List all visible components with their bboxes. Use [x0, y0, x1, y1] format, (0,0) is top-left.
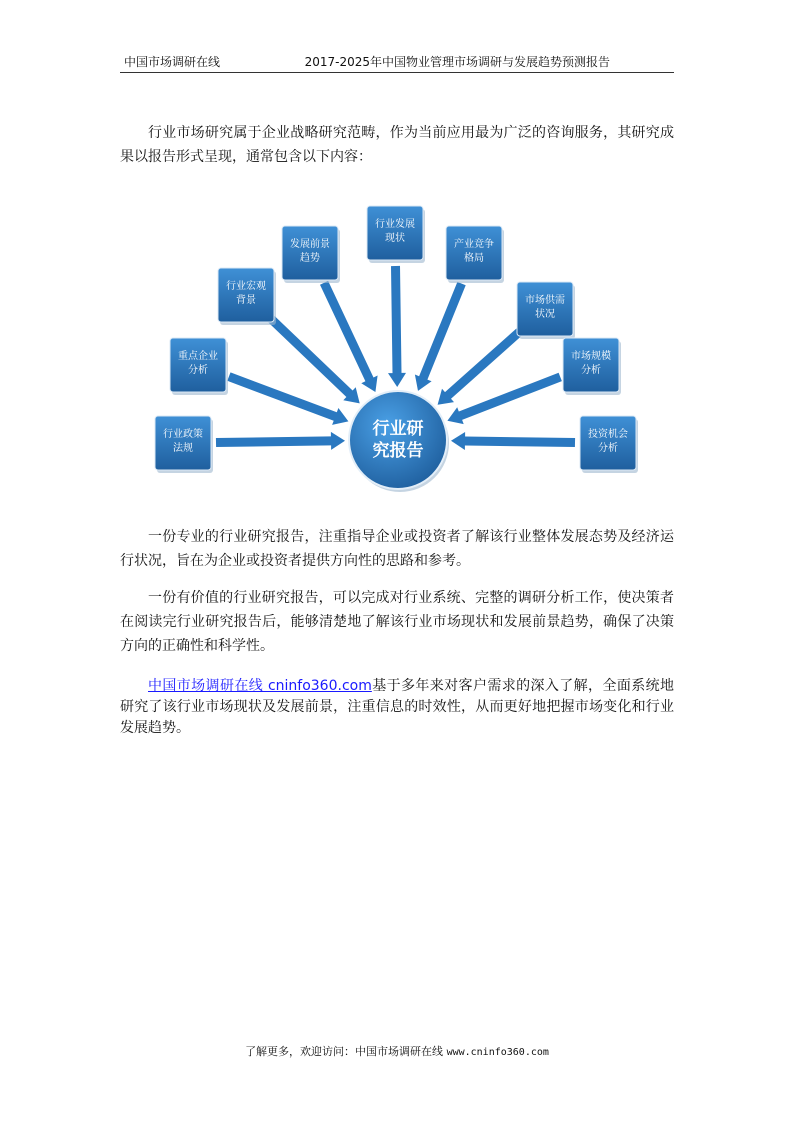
- diagram-node-label: 发展前景: [290, 239, 330, 250]
- cninfo-paragraph-text: 基于多年来对客户需求的深入了解，全面系统地研究了该行业市场现状及发展前景，注重信息的时效性，从而更好地把握市场变化和行业发展趋势。: [120, 678, 674, 736]
- diagram-node-label: 分析: [581, 365, 601, 376]
- diagram-node-label: 行业发展: [375, 219, 415, 230]
- diagram-node-label: 分析: [188, 365, 208, 376]
- footer-prefix: 了解更多，欢迎访问：中国市场调研在线: [245, 1045, 447, 1058]
- diagram-center-label: 究报告: [372, 441, 424, 461]
- diagram-center-label: 行业研: [372, 419, 424, 439]
- page-footer: [0, 1043, 794, 1059]
- diagram-node-label: 行业政策: [163, 429, 203, 440]
- diagram-canvas: [150, 204, 648, 504]
- diagram-node-label: 格局: [464, 253, 484, 264]
- page-header: [120, 52, 674, 73]
- header-report-title: 2017-2025年中国物业管理市场调研与发展趋势预测报告: [304, 55, 610, 69]
- diagram-node-label: 投资机会: [588, 429, 628, 440]
- diagram-arrow: [415, 282, 466, 391]
- diagram-arrow: [216, 432, 345, 450]
- intro-paragraph: 行业市场研究属于企业战略研究范畴，作为当前应用最为广泛的咨询服务，其研究成果以报告形式呈现，通常包含以下内容：: [120, 125, 674, 165]
- diagram-center-circle: [349, 391, 447, 489]
- diagram-node-label: 市场供需: [525, 295, 565, 306]
- paragraph-valuable-report: 一份有价值的行业研究报告，可以完成对行业系统、完整的调研分析工作，使决策者在阅读完行业研究报告后，能够清楚地了解该行业市场现状和发展前景趋势，确保了决策方向的正确性和科学性。: [120, 590, 674, 654]
- paragraph-professional-report: 一份专业的行业研究报告，注重指导企业或投资者了解该行业整体发展态势及经济运行状况，旨在为企业或投资者提供方向性的思路和参考。: [120, 529, 674, 569]
- paragraph-cninfo: [120, 676, 674, 739]
- diagram-node-label: 背景: [236, 295, 256, 306]
- diagram-node-label: 市场规模: [571, 351, 611, 362]
- cninfo-link[interactable]: 中国市场调研在线 cninfo360.com: [148, 678, 372, 694]
- diagram-node-label: 产业竞争: [454, 239, 494, 250]
- diagram-arrow: [388, 266, 406, 387]
- diagram-arrow: [451, 432, 575, 450]
- diagram-node-label: 分析: [598, 443, 618, 454]
- header-site-name: 中国市场调研在线: [124, 55, 221, 69]
- diagram-node-label: 重点企业: [178, 351, 218, 362]
- diagram-node-label: 状况: [535, 309, 555, 320]
- diagram-node-label: 法规: [173, 443, 193, 454]
- footer-url[interactable]: www.cninfo360.com: [446, 1047, 549, 1058]
- diagram-node-label: 趋势: [300, 253, 320, 264]
- diagram-node-label: 现状: [385, 233, 405, 244]
- report-contents-diagram: [150, 204, 648, 504]
- diagram-node-label: 行业宏观: [226, 281, 266, 292]
